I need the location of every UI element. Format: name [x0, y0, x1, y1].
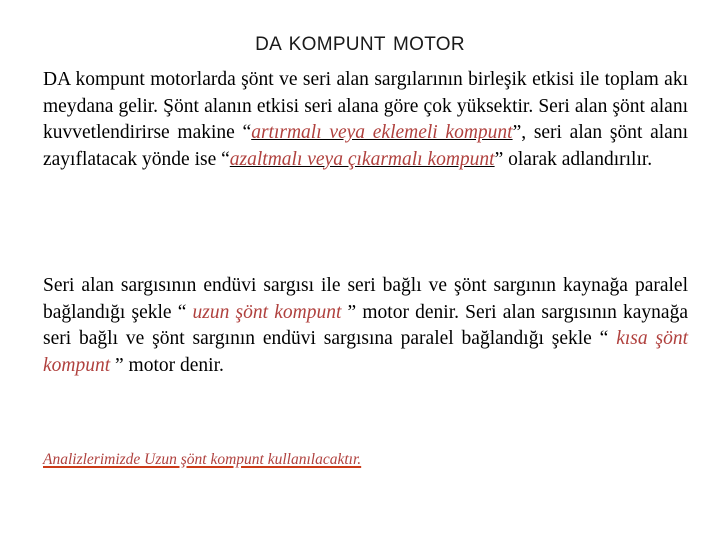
paragraph-text: Seri alan sargısının endüvi sargısı ile seri bağlı ve şönt sargının kaynağa paralel bağlandığı şekle “ [43, 275, 688, 323]
term-differential-compound: azaltmalı veya çıkarmalı kompunt [229, 148, 495, 170]
analysis-note: Analizlerimizde Uzun şönt kompunt kullanılacaktır. [43, 451, 362, 468]
paragraph-text: ” olarak adlandırılır. [494, 148, 653, 170]
page-title: DA KOMPUNT MOTOR [255, 34, 465, 55]
paragraph-text: ” motor denir. [110, 354, 224, 376]
term-long-shunt-compound: uzun şönt kompunt [192, 301, 342, 323]
paragraph-text: ”, seri alan şönt alanı zayıflatacak yönde ise “ [43, 122, 688, 170]
term-cumulative-compound: artırmalı veya eklemeli kompunt [251, 122, 513, 143]
term-short-shunt-compound: kısa şönt kompunt [43, 328, 688, 376]
paragraph-compound-definition [43, 67, 688, 173]
paragraph-text: ” motor denir. Seri alan sargısının kaynağa seri bağlı ve şönt sargının endüvi sargısına paralel bağlandığı şekle “ [43, 301, 688, 349]
paragraph-text: DA kompunt motorlarda şönt ve seri alan sargılarının birleşik etkisi ile toplam akı meydana gelir. Şönt alanın etkisi seri alana göre çok yüksektir. Seri alan şönt alanı kuvvetlendirirse makine “ [43, 69, 688, 143]
paragraph-connection-types [43, 273, 688, 379]
